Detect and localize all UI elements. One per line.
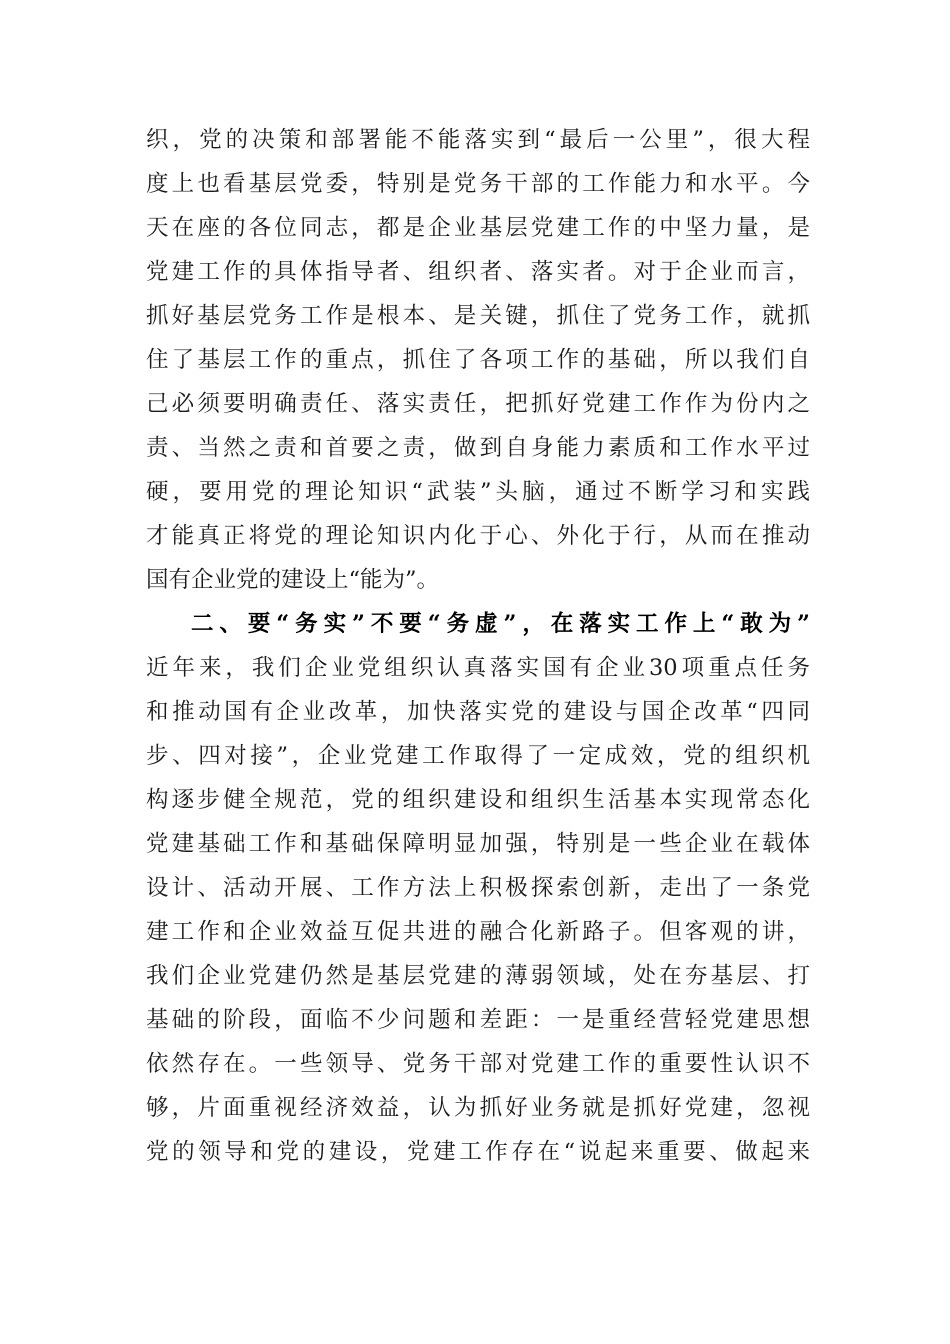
paragraph-2-line: 够，片面重视经济效益，认为抓好业务就是抓好党建，忽视 [146,1095,810,1121]
paragraph-2-line: 基础的阶段，面临不少问题和差距：一是重经营轻党建思想 [146,1007,810,1033]
paragraph-2-line: 近年来，我们企业党组织认真落实国有企业30项重点任务 [146,655,810,681]
paragraph-1-line: 度上也看基层党委，特别是党务干部的工作能力和水平。今 [146,171,810,197]
paragraph-2-line: 党的领导和党的建设，党建工作存在“说起来重要、做起来 [146,1139,810,1165]
paragraph-2-line: 依然存在。一些领导、党务干部对党建工作的重要性认识不 [146,1051,810,1077]
paragraph-1-line: 责、当然之责和首要之责，做到自身能力素质和工作水平过 [146,435,810,461]
paragraph-1-line: 住了基层工作的重点，抓住了各项工作的基础，所以我们自 [146,347,810,373]
paragraph-2-line: 和推动国有企业改革，加快落实党的建设与国企改革“四同 [146,699,810,725]
paragraph-1-line: 才能真正将党的理论知识内化于心、外化于行，从而在推动 [146,523,810,549]
paragraph-1 [146,118,810,1174]
paragraph-2-line: 设计、活动开展、工作方法上积极探索创新，走出了一条党 [146,875,810,901]
paragraph-1-line: 党建工作的具体指导者、组织者、落实者。对于企业而言， [146,259,810,285]
paragraph-2-line: 步、四对接”，企业党建工作取得了一定成效，党的组织机 [146,743,810,769]
paragraph-2-line: 党建基础工作和基础保障明显加强，特别是一些企业在载体 [146,831,810,857]
section-heading-2: 二、要“务实”不要“务虚”，在落实工作上“敢为” [191,611,810,637]
paragraph-2-line: 构逐步健全规范，党的组织建设和组织生活基本实现常态化 [146,787,810,813]
paragraph-1-line: 织，党的决策和部署能不能落实到“最后一公里”，很大程 [146,127,810,153]
paragraph-1-line: 己必须要明确责任、落实责任，把抓好党建工作作为份内之 [146,391,810,417]
paragraph-1-line: 抓好基层党务工作是根本、是关键，抓住了党务工作，就抓 [146,303,810,329]
paragraph-2-line: 建工作和企业效益互促共进的融合化新路子。但客观的讲， [146,919,810,945]
paragraph-1-line: 硬，要用党的理论知识“武装”头脑，通过不断学习和实践 [146,479,810,505]
paragraph-2-line: 我们企业党建仍然是基层党建的薄弱领域，处在夯基层、打 [146,963,810,989]
paragraph-1-line: 国有企业党的建设上“能为”。 [146,567,440,593]
paragraph-1-line: 天在座的各位同志，都是企业基层党建工作的中坚力量，是 [146,215,810,241]
